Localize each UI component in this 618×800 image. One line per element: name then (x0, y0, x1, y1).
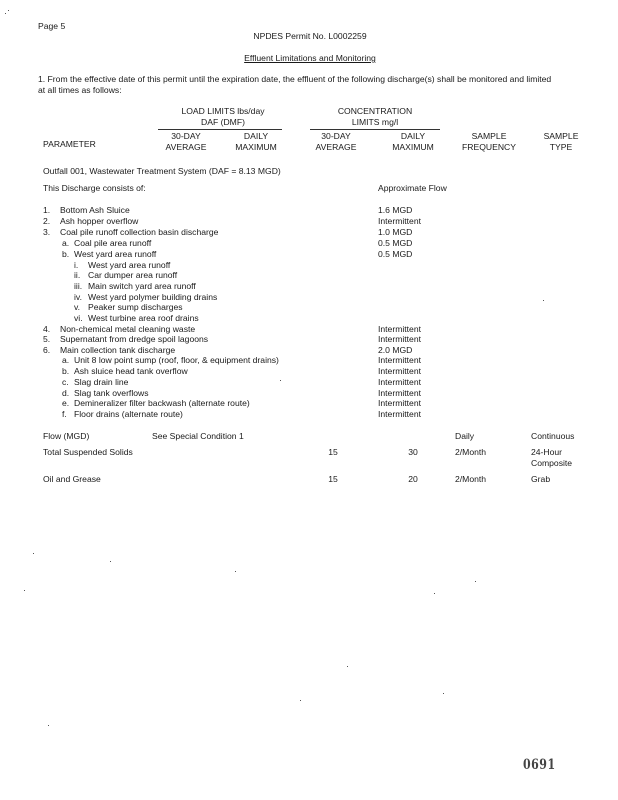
scan-speck (300, 700, 301, 701)
sample-type-header-line-1: SAMPLE (543, 131, 579, 141)
list-item-marker: 6. (43, 345, 51, 355)
list-item-text: Slag drain line (74, 377, 129, 387)
list-item-flow: 0.5 MGD (378, 238, 413, 248)
page-label: Page 5 (38, 21, 66, 31)
scan-speck (280, 380, 281, 381)
list-item-text: Car dumper area runoff (88, 270, 178, 280)
load-30day-header-line-2: AVERAGE (165, 142, 207, 152)
conc-30day-header-line-1: 30-DAY (321, 131, 351, 141)
list-item-text: West yard area runoff (74, 249, 157, 259)
sample-frequency: 2/Month (455, 447, 487, 457)
list-item-marker: 4. (43, 324, 51, 334)
conc-daily-header-line-1: DAILY (400, 131, 426, 141)
list-item-flow: Intermittent (378, 334, 421, 344)
load-limits-rule (158, 129, 282, 130)
list-item-marker: 2. (43, 216, 51, 226)
list-item-marker: 3. (43, 227, 51, 237)
scan-speck (235, 571, 236, 572)
list-item-marker: 1. (43, 205, 51, 215)
list-item-text: West yard area runoff (88, 260, 171, 270)
parameter-name: Flow (MGD) (43, 431, 90, 441)
outfall-title: Outfall 001, Wastewater Treatment System (DAF = 8.13 MGD) (43, 166, 281, 176)
list-item-text: West turbine area roof drains (88, 313, 199, 323)
sample-frequency: Daily (455, 431, 475, 441)
parameter-name: Oil and Grease (43, 474, 101, 484)
scan-speck (443, 693, 444, 694)
concentration-heading: CONCENTRATION (337, 106, 413, 116)
list-item-marker: c. (62, 377, 69, 387)
list-item-text: Main switch yard area runoff (88, 281, 196, 291)
scan-speck (33, 553, 34, 554)
scan-speck (5, 13, 6, 14)
list-item-marker: e. (62, 398, 70, 408)
list-item-marker: v. (74, 302, 81, 312)
list-item-text: Non-chemical metal cleaning waste (60, 324, 196, 334)
sample-frequency-header-line-1: SAMPLE (471, 131, 507, 141)
scan-speck (543, 300, 544, 301)
list-item-flow: 2.0 MGD (378, 345, 413, 355)
list-item-flow: 1.0 MGD (378, 227, 413, 237)
list-item-text: Supernatant from dredge spoil lagoons (60, 334, 209, 344)
list-item-text: Unit 8 low point sump (roof, floor, & equipment drains) (74, 355, 279, 365)
list-item-marker: iii. (74, 281, 83, 291)
discharge-consists-label: This Discharge consists of: (43, 183, 146, 193)
list-item-text: Floor drains (alternate route) (74, 409, 183, 419)
sample-frequency: 2/Month (455, 474, 487, 484)
list-item-marker: i. (74, 260, 79, 270)
permit-number: NPDES Permit No. L0002259 (253, 31, 367, 41)
intro-text-line-1: 1. From the effective date of this permit until the expiration date, the effluent of the following discharge(s) shall be monitored and limited (38, 74, 552, 84)
load-30day-header-line-1: 30-DAY (171, 131, 201, 141)
list-item-text: Ash sluice head tank overflow (74, 366, 188, 376)
list-item-text: Slag tank overflows (74, 388, 149, 398)
concentration-daily-maximum: 20 (408, 474, 418, 484)
intro-text-line-2: at all times as follows: (38, 85, 122, 95)
list-item-flow: Intermittent (378, 388, 421, 398)
list-item-marker: iv. (74, 292, 82, 302)
list-item-flow: 1.6 MGD (378, 205, 413, 215)
sample-frequency-header-line-2: FREQUENCY (462, 142, 516, 152)
parameter-column-header: PARAMETER (43, 139, 96, 149)
load-daily-header-line-1: DAILY (243, 131, 269, 141)
list-item-text: Coal pile runoff collection basin discharge (60, 227, 219, 237)
list-item-marker: ii. (74, 270, 81, 280)
list-item-marker: b. (62, 366, 70, 376)
concentration-daily-maximum: 30 (408, 447, 418, 457)
conc-daily-header-line-2: MAXIMUM (392, 142, 434, 152)
list-item-text: Demineralizer filter backwash (alternate route) (74, 398, 250, 408)
load-limits-subheading: DAF (DMF) (201, 117, 245, 127)
concentration-30day-average: 15 (328, 447, 338, 457)
list-item-text: Peaker sump discharges (88, 302, 183, 312)
load-limits-heading: LOAD LIMITS lbs/day (181, 106, 265, 116)
scan-speck (24, 590, 25, 591)
stamped-page-number: 0691 (523, 756, 556, 773)
scan-speck (8, 10, 9, 11)
concentration-30day-average: 15 (328, 474, 338, 484)
parameter-note: See Special Condition 1 (152, 431, 244, 441)
list-item-marker: f. (62, 409, 67, 419)
scan-speck (110, 561, 111, 562)
list-item-flow: Intermittent (378, 216, 421, 226)
sample-type: Continuous (531, 431, 575, 441)
scan-speck (347, 666, 348, 667)
list-item-text: Main collection tank discharge (60, 345, 176, 355)
list-item-text: Coal pile area runoff (74, 238, 152, 248)
list-item-flow: Intermittent (378, 355, 421, 365)
list-item-flow: Intermittent (378, 409, 421, 419)
list-item-flow: Intermittent (378, 377, 421, 387)
sample-type: 24-Hour (531, 447, 563, 457)
sample-type-line-2: Composite (531, 458, 573, 468)
scan-speck (475, 581, 476, 582)
list-item-flow: Intermittent (378, 324, 421, 334)
concentration-subheading: LIMITS mg/l (351, 117, 399, 127)
list-item-marker: a. (62, 355, 70, 365)
list-item-marker: b. (62, 249, 70, 259)
list-item-text: Bottom Ash Sluice (60, 205, 130, 215)
list-item-flow: 0.5 MGD (378, 249, 413, 259)
list-item-marker: vi. (74, 313, 83, 323)
scan-speck (48, 725, 49, 726)
list-item-text: West yard polymer building drains (88, 292, 218, 302)
sample-type: Grab (531, 474, 551, 484)
approximate-flow-label: Approximate Flow (378, 183, 447, 193)
list-item-flow: Intermittent (378, 398, 421, 408)
parameter-name: Total Suspended Solids (43, 447, 133, 457)
list-item-flow: Intermittent (378, 366, 421, 376)
list-item-marker: d. (62, 388, 70, 398)
load-daily-header-line-2: MAXIMUM (235, 142, 277, 152)
conc-30day-header-line-2: AVERAGE (315, 142, 357, 152)
list-item-marker: 5. (43, 334, 51, 344)
list-item-marker: a. (62, 238, 70, 248)
concentration-rule (310, 129, 440, 130)
list-item-text: Ash hopper overflow (60, 216, 139, 226)
scan-speck (434, 593, 435, 594)
sample-type-header-line-2: TYPE (549, 142, 573, 152)
section-title: Effluent Limitations and Monitoring (244, 53, 376, 63)
